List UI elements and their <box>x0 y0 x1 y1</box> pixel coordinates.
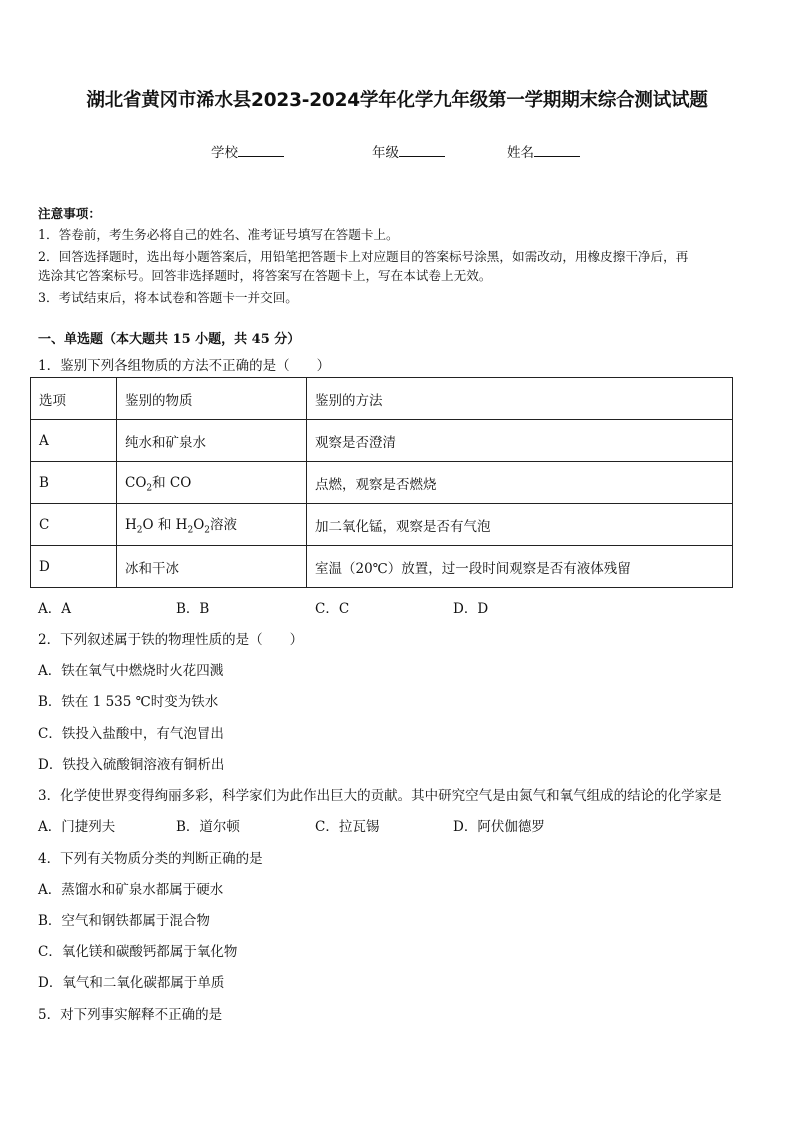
q1-option-c: C．C <box>315 601 350 617</box>
table-header-row <box>31 378 733 420</box>
formula-part: CO <box>125 475 147 492</box>
q5-stem: 5．对下列事实解释不正确的是 <box>38 1007 223 1023</box>
formula-part: O <box>193 517 205 534</box>
table-row <box>31 462 733 504</box>
subscript: 2 <box>136 525 143 536</box>
note-2b: 选涂其它答案标号。回答非选择题时，将答案写在答题卡上，写在本试卷上无效。 <box>38 268 492 283</box>
table-cell: D <box>31 546 117 588</box>
q4-option-b: B．空气和钢铁都属于混合物 <box>38 913 210 929</box>
name-field <box>507 141 580 161</box>
table-cell <box>117 504 307 546</box>
q2-option-b: B．铁在 1 535 ℃时变为铁水 <box>38 694 219 710</box>
q2-option-d: D．铁投入硫酸铜溶液有铜析出 <box>38 757 225 773</box>
q1-table <box>30 377 733 588</box>
section-heading: 一、单选题（本大题共 15 小题，共 45 分） <box>38 332 301 347</box>
q1-option-a: A．A <box>38 601 71 617</box>
q1-option-b: B．B <box>176 601 210 617</box>
q3-option-b: B．道尔顿 <box>176 819 240 835</box>
q2-option-c: C．铁投入盐酸中，有气泡冒出 <box>38 726 224 742</box>
table-cell: 点燃，观察是否燃烧 <box>307 462 733 504</box>
subscript: 2 <box>187 525 194 536</box>
notes-heading: 注意事项： <box>38 206 101 221</box>
table-cell: 室温（20℃）放置，过一段时间观察是否有液体残留 <box>307 546 733 588</box>
table-row <box>31 504 733 546</box>
table-cell: A <box>31 420 117 462</box>
table-cell: B <box>31 462 117 504</box>
school-blank <box>238 143 284 157</box>
formula-part: H <box>125 517 137 534</box>
q2-stem: 2．下列叙述属于铁的物理性质的是（ ） <box>38 632 304 648</box>
grade-label: 年级 <box>372 145 399 161</box>
q4-stem: 4．下列有关物质分类的判断正确的是 <box>38 851 263 867</box>
note-3: 3．考试结束后，将本试卷和答题卡一并交回。 <box>38 290 298 305</box>
table-header-cell: 鉴别的方法 <box>307 378 733 420</box>
subscript: 2 <box>204 525 210 536</box>
note-2a: 2．回答选择题时，选出每小题答案后，用铅笔把答题卡上对应题目的答案标号涂黑，如需改动，用橡皮擦干净后，再 <box>38 249 689 264</box>
table-cell: 纯水和矿泉水 <box>117 420 307 462</box>
table-cell <box>117 462 307 504</box>
table-cell: 观察是否澄清 <box>307 420 733 462</box>
table-row <box>31 546 733 588</box>
formula-part: 和 CO <box>152 475 192 492</box>
q3-option-a: A．门捷列夫 <box>38 819 116 835</box>
q3-stem: 3．化学使世界变得绚丽多彩，科学家们为此作出巨大的贡献。其中研究空气是由氮气和氧气组成的结论的化学家是 <box>38 788 722 804</box>
table-row <box>31 420 733 462</box>
grade-field <box>372 141 445 161</box>
table-cell: C <box>31 504 117 546</box>
q4-option-c: C．氧化镁和碳酸钙都属于氧化物 <box>38 944 238 960</box>
table-cell: 冰和干冰 <box>117 546 307 588</box>
q1-stem: 1．鉴别下列各组物质的方法不正确的是（ ） <box>38 358 331 374</box>
q2-option-a: A．铁在氧气中燃烧时火花四溅 <box>38 663 224 679</box>
q3-option-c: C．拉瓦锡 <box>315 819 380 835</box>
formula-part: 溶液 <box>210 517 237 534</box>
table-header-cell: 鉴别的物质 <box>117 378 307 420</box>
q1-option-d: D．D <box>453 601 489 617</box>
school-label: 学校 <box>211 145 238 161</box>
note-1: 1．答卷前，考生务必将自己的姓名、准考证号填写在答题卡上。 <box>38 227 399 242</box>
q4-option-d: D．氧气和二氧化碳都属于单质 <box>38 975 225 991</box>
formula-part: O 和 H <box>142 517 188 534</box>
q4-option-a: A．蒸馏水和矿泉水都属于硬水 <box>38 882 224 898</box>
name-label: 姓名 <box>507 145 534 161</box>
subscript: 2 <box>146 483 153 494</box>
school-field <box>211 141 284 161</box>
table-cell: 加二氧化锰，观察是否有气泡 <box>307 504 733 546</box>
name-blank <box>534 143 580 157</box>
page-title: 湖北省黄冈市浠水县2023-2024学年化学九年级第一学期期末综合测试试题 <box>86 90 708 111</box>
table-header-cell: 选项 <box>31 378 117 420</box>
q3-option-d: D．阿伏伽德罗 <box>453 819 545 835</box>
grade-blank <box>399 143 445 157</box>
